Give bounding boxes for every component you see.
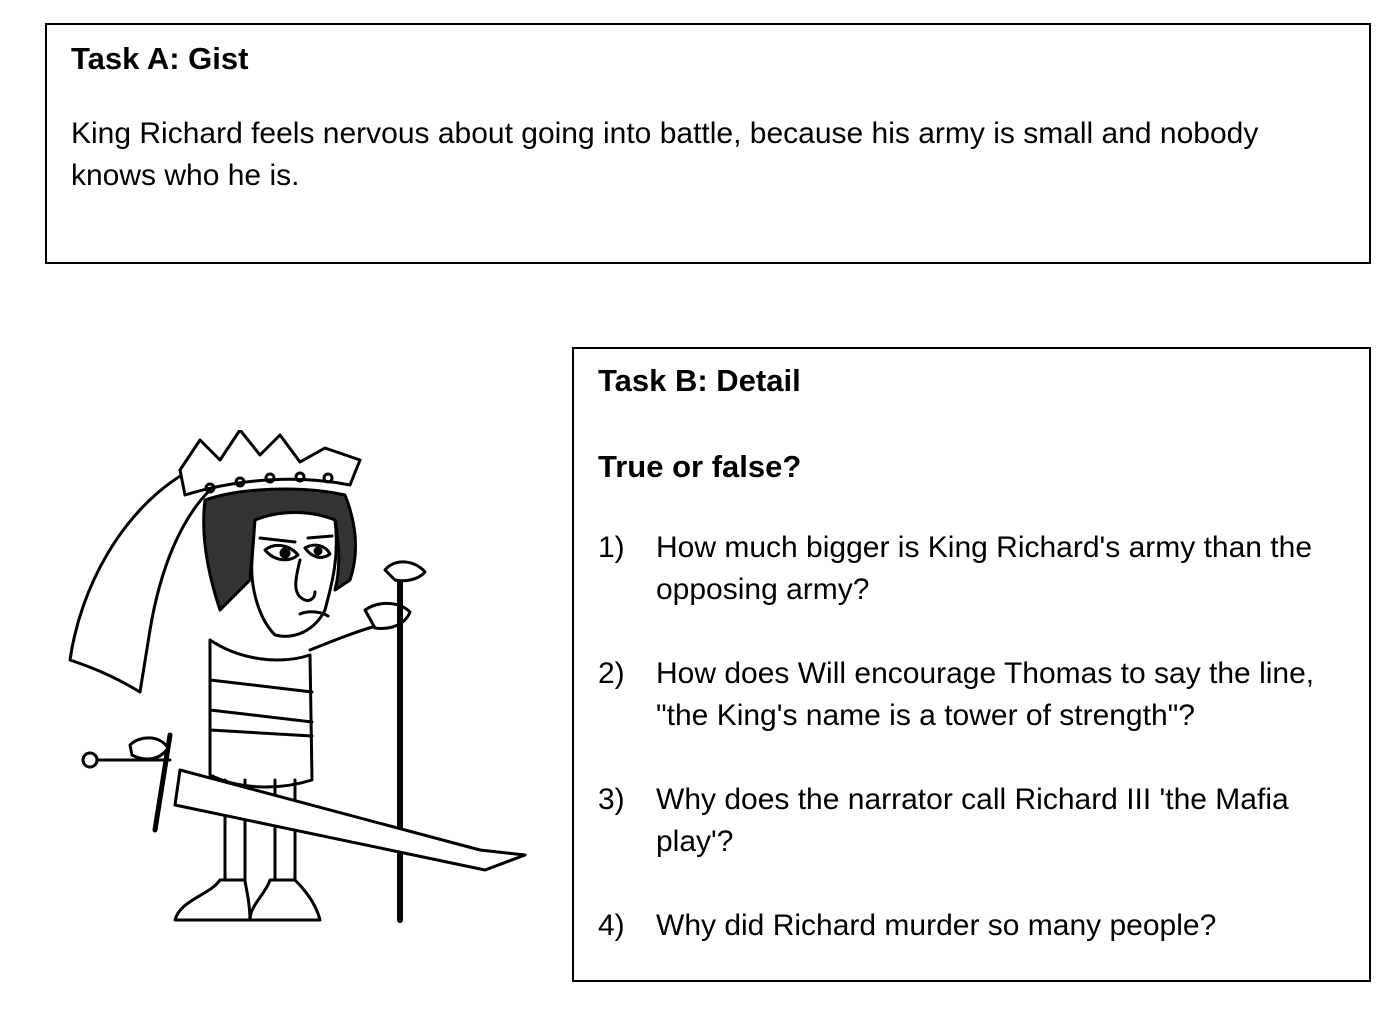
task-a-title: Task A: Gist [71, 41, 249, 76]
question-text: Why does the narrator call Richard III 'the Mafia play'? [656, 783, 1289, 858]
cape [70, 470, 210, 692]
question-item [598, 779, 1345, 863]
question-number: 4) [598, 909, 625, 942]
task-b-title: Task B: Detail [598, 363, 801, 398]
question-number: 1) [598, 531, 625, 564]
question-text: Why did Richard murder so many people? [656, 909, 1217, 942]
question-text: How much bigger is King Richard's army than the opposing army? [656, 531, 1313, 606]
task-b-subtitle: True or false? [598, 449, 802, 484]
face [252, 513, 337, 637]
task-a-text: King Richard feels nervous about going into battle, because his army is small and nobody knows who he is. [71, 117, 1259, 192]
sword-icon [175, 770, 525, 870]
question-list [598, 527, 1345, 947]
question-item [598, 653, 1345, 737]
question-item [598, 905, 1345, 947]
question-number: 3) [598, 783, 625, 816]
question-text: How does Will encourage Thomas to say the line, "the King's name is a tower of strength"? [656, 657, 1315, 732]
task-a-box [45, 23, 1371, 264]
task-b-box [572, 347, 1371, 982]
body [210, 640, 312, 787]
question-item [598, 527, 1345, 611]
question-number: 2) [598, 657, 625, 690]
king-richard-illustration [60, 430, 540, 950]
